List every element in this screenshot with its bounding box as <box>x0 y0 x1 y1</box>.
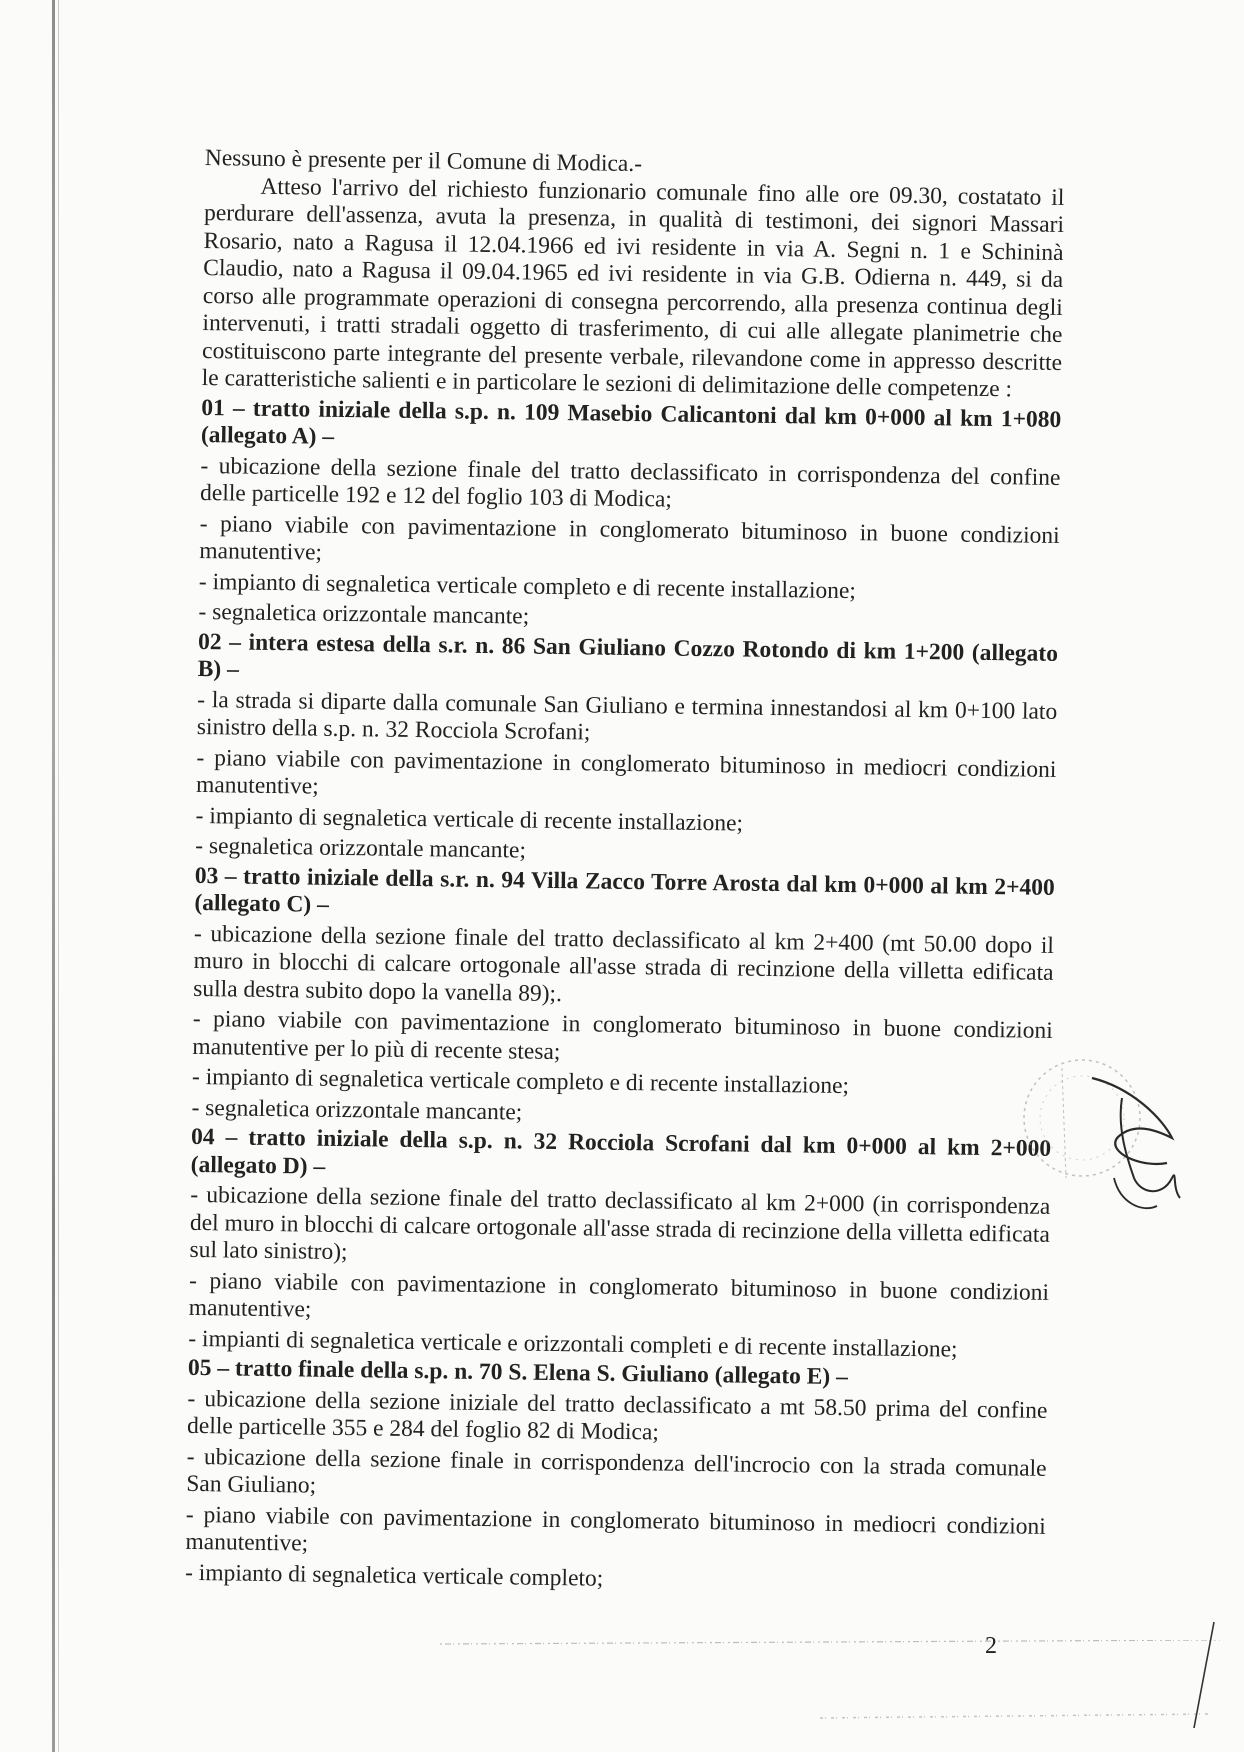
section-05-item: - ubicazione della sezione finale in corrispondenza dell'incrocio con la strada comunale San Giuliano; <box>186 1443 1047 1499</box>
page-number: 2 <box>985 1633 997 1659</box>
section-04-item: - impianti di segnaletica verticale e orizzontali completi e di recente installazione; <box>188 1325 958 1363</box>
section-05-item: - impianto di segnaletica verticale completo; <box>184 1559 604 1592</box>
section-01-item: - impianto di segnaletica verticale completo e di recente installazione; <box>198 568 857 604</box>
section-02-item: - impianto di segnaletica verticale di recente installazione; <box>195 802 744 837</box>
margin-slash-mark <box>1188 1620 1218 1730</box>
section-heading-05: 05 – tratto finale della s.p. n. 70 S. Elena S. Giuliano (allegato E) – <box>187 1354 849 1391</box>
paragraph-intro: Atteso l'arrivo del richiesto funzionario comunale fino alle ore 09.30, costatato il perdurare dell'assenza, avuta la presenza, in qualità di testimoni, dei signori Massari Rosario, nato a Ragusa il 12.04.1966 ed ivi residente in via A. Segni n. 1 e Schininà Claudio, nato a Ragusa il 09.04.1965 ed ivi residente in via G.B. Odierna n. 449, si da corso alle programmate operazioni di consegna percorrendo, alla presenza continua degli intervenuti, i tratti stradali oggetto di trasferimento, di cui alle allegate planimetrie che costituiscono parte integrante del presente verbale, rilevandone come in appresso descritte le caratteristiche salienti e in particolare le sezioni di delimitazione delle competenze : <box>201 173 1065 403</box>
section-01-item: - ubicazione della sezione finale del tratto declassificato in corrispondenza del confine delle particelle 192 e 12 del foglio 103 di Modica; <box>199 452 1061 513</box>
section-heading-02: 02 – intera estesa della s.r. n. 86 San Giuliano Cozzo Rotondo di km 1+200 (allegato B) – <box>197 628 1059 683</box>
document-body <box>185 145 1065 1599</box>
paragraph-absence-note: Nessuno è presente per il Comune di Modica.- <box>204 145 643 178</box>
section-heading-03: 03 – tratto iniziale della s.r. n. 94 Villa Zacco Torre Arosta dal km 0+000 al km 2+400 (allegato C) – <box>194 862 1055 918</box>
section-04-item: - ubicazione della sezione finale del tratto declassificato al km 2+000 (in corrispondenza del muro in blocchi di calcare ortogonale all'asse strada di recinzione della villetta edificata sul lato sinistro); <box>189 1181 1051 1266</box>
section-01-item: - piano viabile con pavimentazione in conglomerato bituminoso in buone condizioni manutentive; <box>199 510 1060 566</box>
scan-noise <box>440 1640 1220 1720</box>
section-03-item: - piano viabile con pavimentazione in conglomerato bituminoso in buone condizioni manutentive per lo più di recente stesa; <box>192 1005 1053 1065</box>
section-heading-01: 01 – tratto iniziale della s.p. n. 109 Masebio Calicantoni dal km 0+000 al km 1+080 (allegato A) – <box>200 394 1062 450</box>
section-02-item: - la strada si diparte dalla comunale San Giuliano e termina innestandosi al km 0+100 lato sinistro della s.p. n. 32 Rocciola Scrofani; <box>196 686 1058 746</box>
binding-edge-shadow <box>58 0 59 1752</box>
stamp-signature-icon <box>1022 1028 1192 1228</box>
section-03-item: - segnaletica orizzontale mancante; <box>191 1094 523 1126</box>
section-02-item: - piano viabile con pavimentazione in conglomerato bituminoso in mediocri condizioni manutentive; <box>195 744 1057 800</box>
section-03-item: - impianto di segnaletica verticale completo e di recente installazione; <box>191 1063 850 1100</box>
section-04-item: - piano viabile con pavimentazione in conglomerato bituminoso in buone condizioni manutentive; <box>188 1267 1050 1323</box>
section-05-item: - ubicazione della sezione iniziale del tratto declassificato a mt 58.50 prima del confine delle particelle 355 e 284 del foglio 82 di Modica; <box>186 1385 1048 1446</box>
section-05-item: - piano viabile con pavimentazione in conglomerato bituminoso in mediocri condizioni manutentive; <box>185 1501 1046 1557</box>
section-02-item: - segnaletica orizzontale mancante; <box>195 832 527 864</box>
binding-edge-line <box>52 0 55 1752</box>
section-01-item: - segnaletica orizzontale mancante; <box>198 598 530 630</box>
section-03-item: - ubicazione della sezione finale del tratto declassificato al km 2+400 (mt 50.00 dopo il muro in blocchi di calcare ortogonale all'asse strada di recinzione della villetta edificata sulla destra subito dopo la vanella 89);. <box>193 920 1055 1007</box>
section-heading-04: 04 – tratto iniziale della s.p. n. 32 Rocciola Scrofani dal km 0+000 al km 2+000 (allegato D) – <box>190 1123 1052 1180</box>
